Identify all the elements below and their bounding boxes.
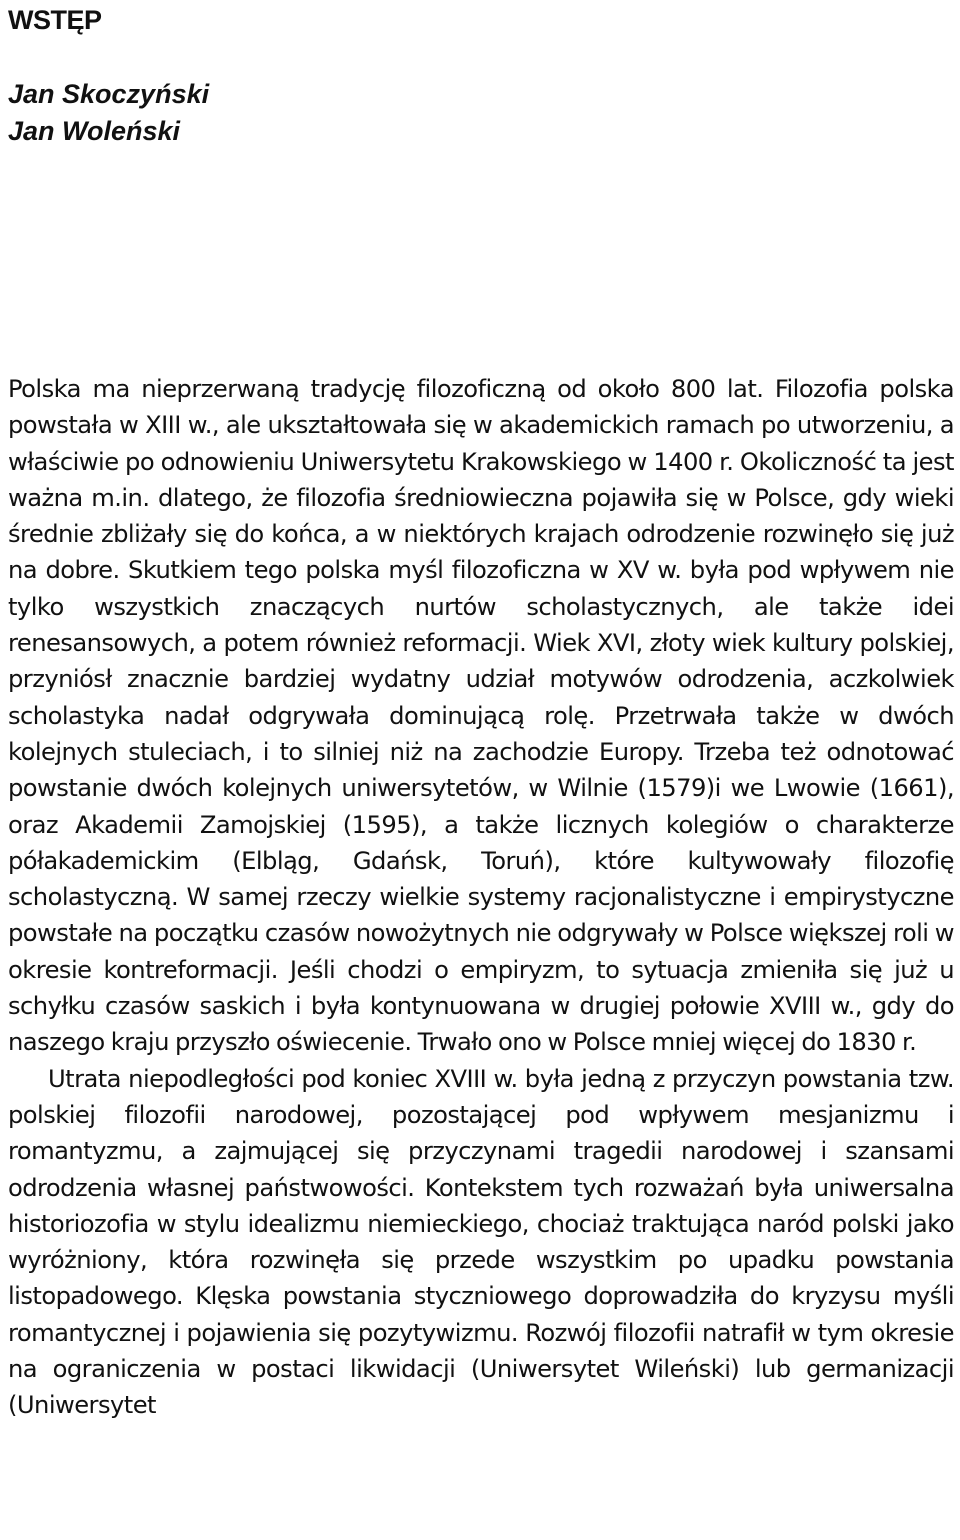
author-name: Jan Skoczyński: [8, 79, 210, 109]
section-title: WSTĘP: [8, 5, 102, 35]
document-page: [8, 0, 954, 1420]
body-text: [8, 371, 954, 1424]
paragraph: Utrata niepodległości pod koniec XVIII w. była jedną z przyczyn powstania tzw. polskiej filozofii narodowej, pozostającej pod wpływem mesjanizmu i romantyzmu, a zajmującej się przyczynami tragedii narodowej i szansami odrodzenia własnej państwowości. Kontekstem tych rozważań była uniwersalna historiozofia w stylu idealizmu niemieckiego, chociaż traktująca naród polski jako wyróżniony, która rozwinęła się przede wszystkim po upadku powstania listopadowego. Klęska powstania styczniowego doprowadziła do kryzysu myśli romantycznej i pojawienia się pozytywizmu. Rozwój filozofii natrafił w tym okresie na ograniczenia w postaci likwidacji (Uniwersytet Wileński) lub germanizacji (Uniwersytet: [8, 1064, 954, 1420]
paragraph: Polska ma nieprzerwaną tradycję filozoficzną od około 800 lat. Filozofia polska powstała w XIII w., ale ukształtowała się w akademickich ramach po utworzeniu, a właściwie po odnowieniu Uniwersytetu Krakowskiego w 1400 r. Okoliczność ta jest ważna m.in. dlatego, że filozofia średniowieczna pojawiła się w Polsce, gdy wieki średnie zbliżały się do końca, a w niektórych krajach odrodzenie rozwinęło się już na dobre. Skutkiem tego polska myśl filozoficzna w XV w. była pod wpływem nie tylko wszystkich znaczących nurtów scholastycznych, ale także idei renesansowych, a potem również reformacji. Wiek XVI, złoty wiek kultury polskiej, przyniósł znacznie bardziej wydatny udział motywów odrodzenia, aczkolwiek scholastyka nadał odgrywała dominującą rolę. Przetrwała także w dwóch kolejnych stuleciach, i to silniej niż na zachodzie Europy. Trzeba też odnotować powstanie dwóch kolejnych uniwersytetów, w Wilnie (1579)i we Lwowie (1661), oraz Akademii Zamojskiej (1595), a także licznych kolegiów o charakterze półakademickim (Elbląg, Gdańsk, Toruń), które kultywowały filozofię scholastyczną. W samej rzeczy wielkie systemy racjonalistyczne i empirystyczne powstałe na początku czasów nowożytnych nie odgrywały w Polsce większej roli w okresie kontreformacji. Jeśli chodzi o empiryzm, to sytuacja zmieniła się już u schyłku czasów saskich i była kontynuowana w drugiej połowie XVIII w., gdy do naszego kraju przyszło oświecenie. Trwało ono w Polsce mniej więcej do 1830 r.: [8, 375, 954, 1057]
author-list: [8, 76, 954, 150]
author-name: Jan Woleński: [8, 116, 181, 146]
